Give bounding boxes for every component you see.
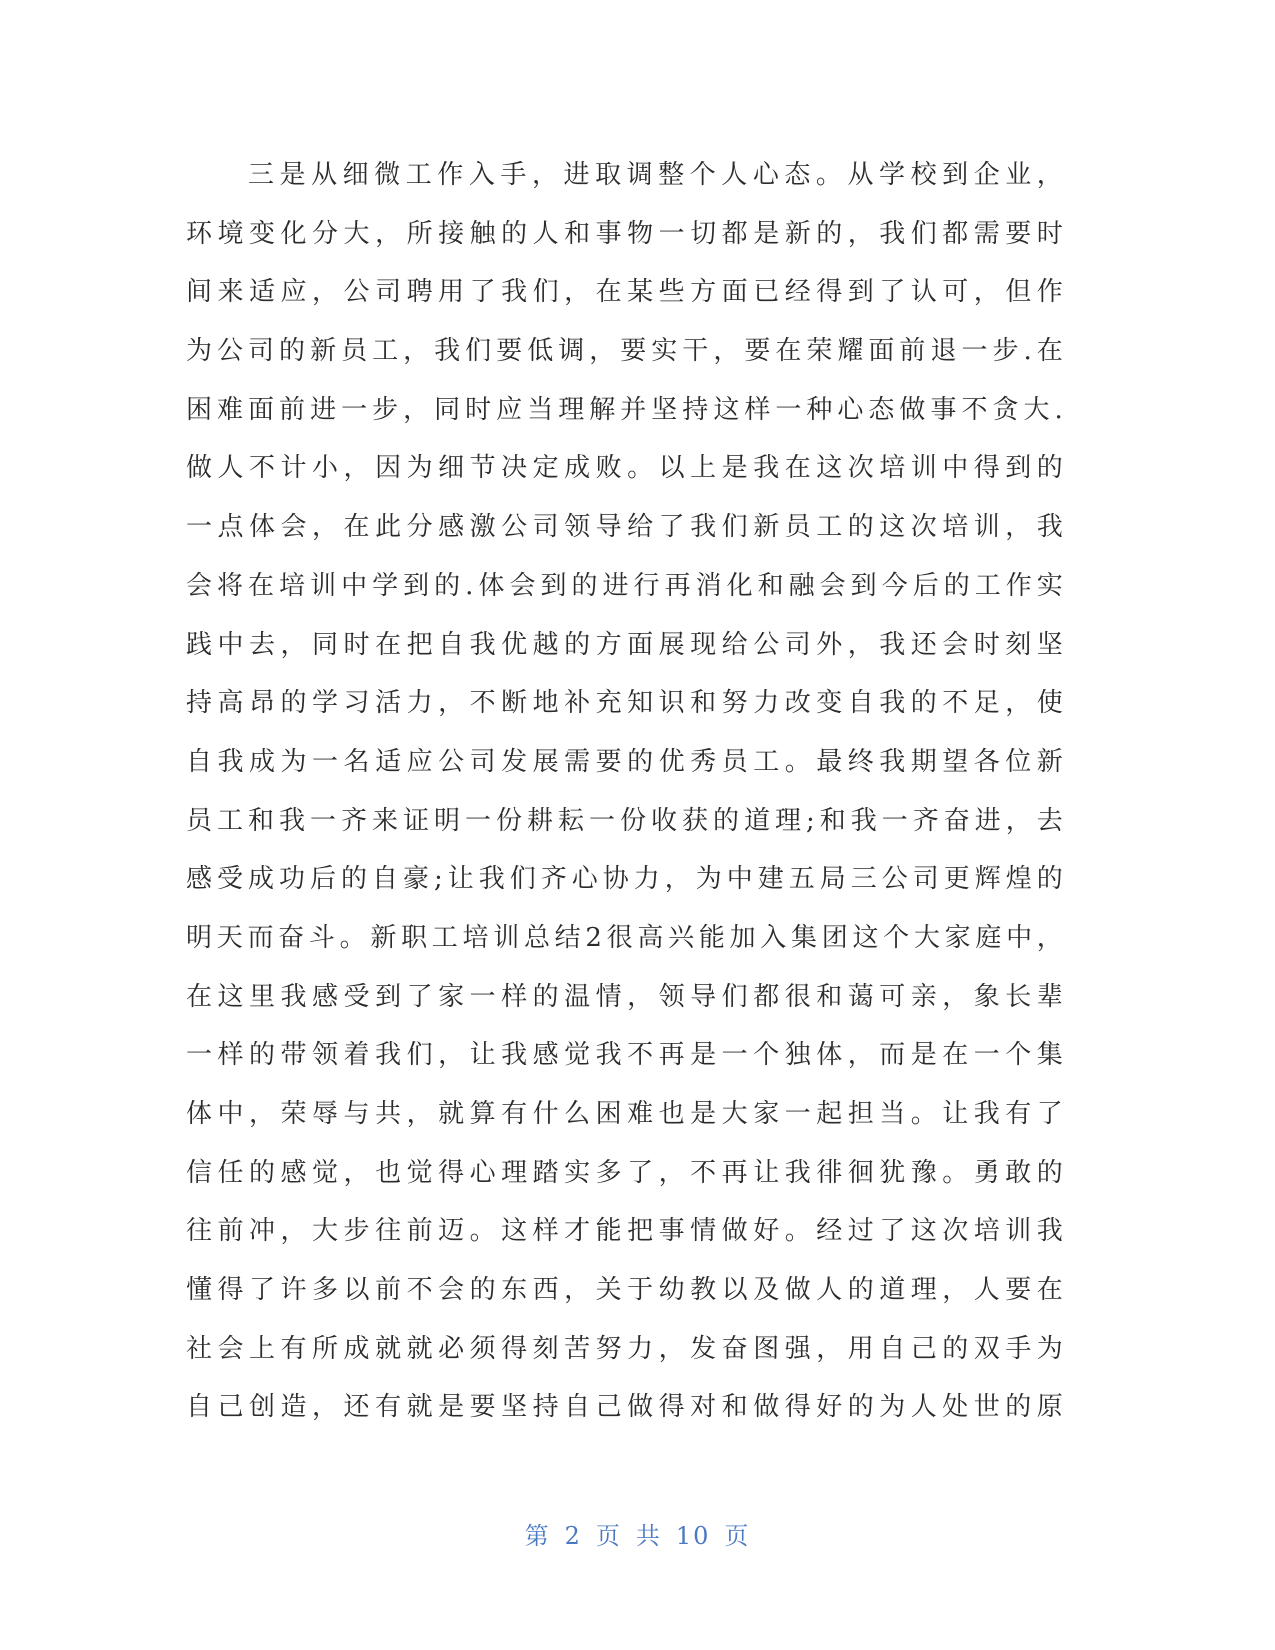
text-line: 感受成功后的自豪;让我们齐心协力，为中建五局三公司更辉煌的 — [186, 864, 1066, 895]
text-line: 会将在培训中学到的.体会到的进行再消化和融会到今后的工作实 — [186, 570, 1066, 601]
text-line: 间来适应，公司聘用了我们，在某些方面已经得到了认可，但作 — [186, 277, 1066, 308]
text-line: 践中去，同时在把自我优越的方面展现给公司外，我还会时刻坚 — [186, 629, 1066, 660]
text-line: 员工和我一齐来证明一份耕耘一份收获的道理;和我一齐奋进，去 — [186, 805, 1066, 836]
text-line: 信任的感觉，也觉得心理踏实多了，不再让我徘徊犹豫。勇敢的 — [186, 1157, 1066, 1188]
text-line: 社会上有所成就就必须得刻苦努力，发奋图强，用自己的双手为 — [186, 1333, 1066, 1364]
text-line: 一样的带领着我们，让我感觉我不再是一个独体，而是在一个集 — [186, 1040, 1066, 1071]
text-line: 自己创造，还有就是要坚持自己做得对和做得好的为人处世的原 — [186, 1392, 1066, 1423]
text-line: 做人不计小，因为细节决定成败。以上是我在这次培训中得到的 — [186, 453, 1066, 484]
footer-total-label: 共 — [635, 1522, 662, 1550]
total-pages-number: 10 — [675, 1522, 711, 1550]
footer-prefix: 第 — [524, 1522, 551, 1550]
text-line: 三是从细微工作入手，进取调整个人心态。从学校到企业， — [248, 160, 1066, 190]
text-line: 在这里我感受到了家一样的温情，领导们都很和蔼可亲，象长辈 — [186, 981, 1066, 1012]
text-line: 一点体会，在此分感激公司领导给了我们新员工的这次培训，我 — [186, 512, 1066, 543]
text-line: 困难面前进一步，同时应当理解并坚持这样一种心态做事不贪大. — [186, 394, 1066, 425]
text-line: 往前冲，大步往前迈。这样才能把事情做好。经过了这次培训我 — [186, 1216, 1066, 1247]
page-footer — [0, 1516, 1275, 1551]
text-line: 懂得了许多以前不会的东西，关于幼教以及做人的道理，人要在 — [186, 1275, 1066, 1306]
text-line: 体中，荣辱与共，就算有什么困难也是大家一起担当。让我有了 — [186, 1099, 1066, 1129]
text-line: 环境变化分大，所接触的人和事物一切都是新的，我们都需要时 — [186, 218, 1066, 249]
text-line: 持高昂的学习活力，不断地补充知识和努力改变自我的不足，使 — [186, 688, 1066, 719]
current-page-number: 2 — [564, 1522, 582, 1550]
body-text — [186, 146, 1066, 1437]
text-line: 为公司的新员工，我们要低调，要实干，要在荣耀面前退一步.在 — [186, 336, 1066, 367]
footer-suffix: 页 — [724, 1522, 751, 1550]
text-line: 明天而奋斗。新职工培训总结2很高兴能加入集团这个大家庭中， — [186, 922, 1066, 953]
text-line: 自我成为一名适应公司发展需要的优秀员工。最终我期望各位新 — [186, 746, 1066, 777]
footer-page-label: 页 — [595, 1522, 622, 1550]
